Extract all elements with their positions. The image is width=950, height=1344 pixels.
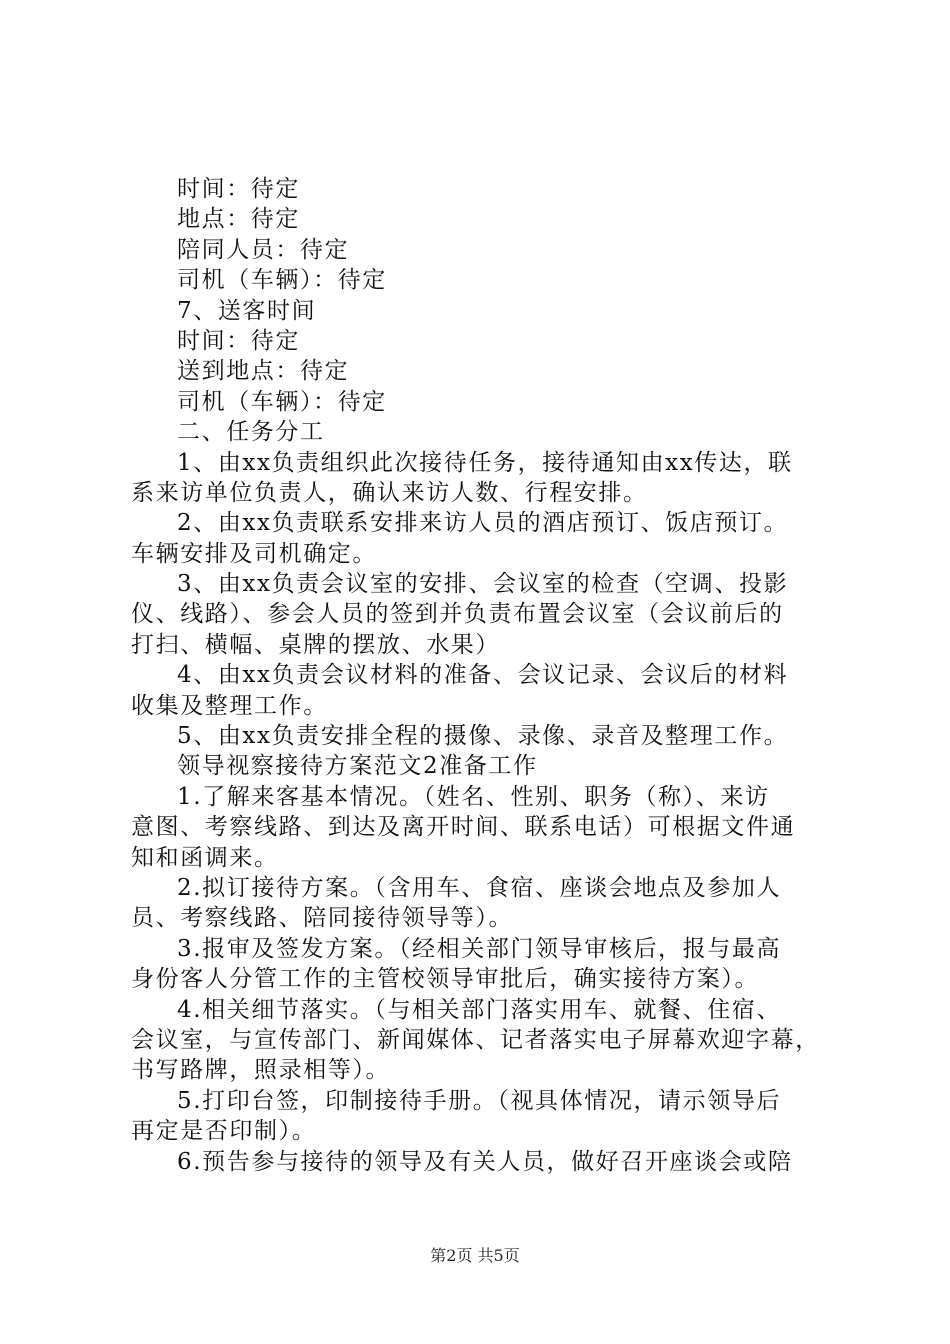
text-line: 地点：待定 <box>177 206 300 233</box>
text-line: 陪同人员：待定 <box>177 236 350 263</box>
paragraph-line: 打扫、横幅、桌牌的摆放、水果） <box>131 631 500 658</box>
text-line: 时间：待定 <box>177 176 300 202</box>
paragraph-line: 车辆安排及司机确定。 <box>131 540 377 567</box>
section-heading: 7、送客时间 <box>177 297 317 324</box>
text-line: 时间：待定 <box>177 327 300 354</box>
paragraph-line: 2.拟订接待方案。（含用车、食宿、座谈会地点及参加人 <box>177 874 782 901</box>
paragraph-line: 5.打印台签，印制接待手册。（视具体情况，请示领导后 <box>177 1087 782 1114</box>
paragraph-line: 身份客人分管工作的主管校领导审批后，确实接待方案）。 <box>131 966 760 993</box>
paragraph-line: 意图、考察线路、到达及离开时间、联系电话）可根据文件通 <box>131 814 796 841</box>
text-line: 司机（车辆）：待定 <box>177 267 387 294</box>
page-number-footer: 第2页 共5页 <box>430 1246 520 1265</box>
paragraph-line: 再定是否印制）。 <box>131 1118 317 1145</box>
paragraph-line: 书写路牌，照录相等）。 <box>131 1057 391 1084</box>
paragraph-line: 会议室，与宣传部门、新闻媒体、记者落实电子屏幕欢迎字幕， <box>131 1026 820 1053</box>
paragraph-line: 2、由xx负责联系安排来访人员的酒店预订、饭店预订。 <box>177 510 789 537</box>
paragraph-line: 员、考察线路、陪同接待领导等）。 <box>131 905 514 932</box>
document-body <box>131 174 831 1177</box>
paragraph-line: 知和函调来。 <box>131 844 279 871</box>
paragraph-line: 收集及整理工作。 <box>131 692 328 719</box>
section-heading: 二、任务分工 <box>177 419 325 446</box>
paragraph-line: 系来访单位负责人，确认来访人数、行程安排。 <box>131 479 648 506</box>
section-heading: 领导视察接待方案范文2准备工作 <box>177 753 538 780</box>
text-line: 送到地点：待定 <box>177 358 350 385</box>
paragraph-line: 6.预告参与接待的领导及有关人员，做好召开座谈会或陪 <box>177 1148 793 1175</box>
paragraph-line: 1.了解来客基本情况。（姓名、性别、职务（称）、来访 <box>177 783 770 810</box>
paragraph-line: 3、由xx负责会议室的安排、会议室的检查（空调、投影 <box>177 571 789 598</box>
paragraph-line: 3.报审及签发方案。（经相关部门领导审核后，报与最高 <box>177 935 782 962</box>
paragraph-line: 1、由xx负责组织此次接待任务，接待通知由xx传达，联 <box>177 449 793 476</box>
paragraph-line: 4、由xx负责会议材料的准备、会议记录、会议后的材料 <box>177 662 789 689</box>
paragraph-line: 仪、线路）、参会人员的签到并负责布置会议室（会议前后的 <box>131 601 784 628</box>
paragraph-line: 5、由xx负责安排全程的摄像、录像、录音及整理工作。 <box>177 723 789 750</box>
paragraph-line: 4.相关细节落实。（与相关部门落实用车、就餐、住宿、 <box>177 996 782 1023</box>
text-line: 司机（车辆）：待定 <box>177 388 387 415</box>
